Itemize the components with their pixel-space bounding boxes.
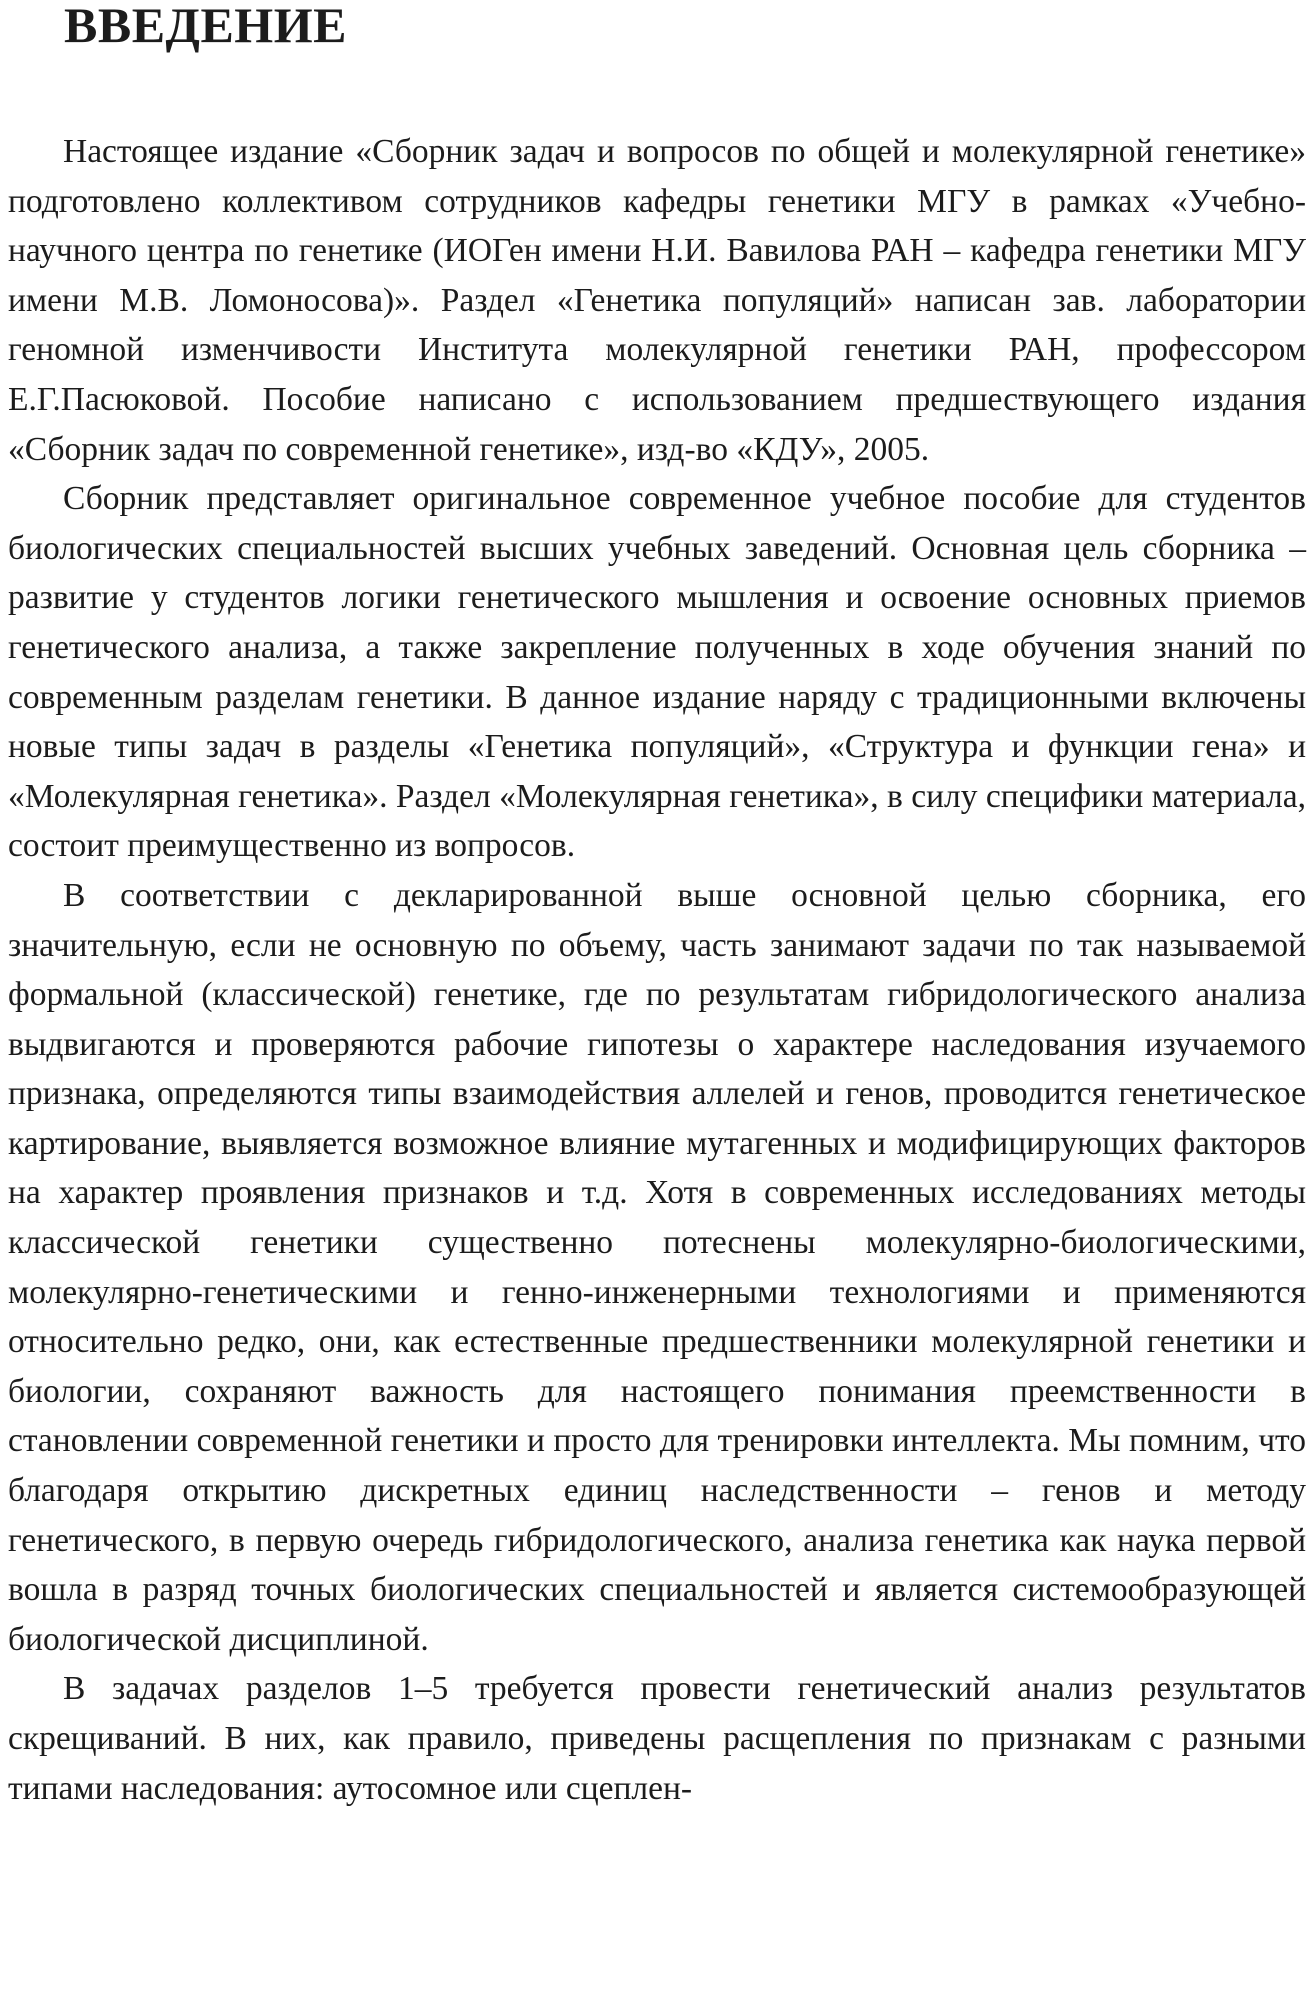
- paragraph-2: Сборник представляет оригинальное современное учебное пособие для студентов биологических специальностей высших учебных заведений. Основная цель сборника – развитие у студентов логики генетического мышления и освоение основных приемов генетического анализа, а также закрепление полученных в ходе обучения знаний по современным разделам генетики. В данное издание наряду с традиционными включены новые типы задач в разделы «Генетика популяций», «Структура и функции гена» и «Молекулярная генетика». Раздел «Молекулярная генетика», в силу специфики материала, состоит преимущественно из вопросов.: [8, 480, 1306, 865]
- document-page: [8, 0, 1306, 1813]
- page-title: ВВЕДЕНИЕ: [64, 0, 347, 53]
- paragraph-1: Настоящее издание «Сборник задач и вопросов по общей и молекулярной генетике» подготовлено коллективом сотрудников кафедры генетики МГУ в рамках «Учебно-научного центра по генетике (ИОГен имени Н.И. Вавилова РАН – кафедра генетики МГУ имени М.В. Ломоносова)». Раздел «Генетика популяций» написан зав. лаборатории геномной изменчивости Института молекулярной генетики РАН, профессором Е.Г.Пасюковой. Пособие написано с использованием предшествующего издания «Сборник задач по современной генетике», изд-во «КДУ», 2005.: [8, 133, 1306, 468]
- paragraph-4: В задачах разделов 1–5 требуется провести генетический анализ результатов скрещиваний. В них, как правило, приведены расщепления по признакам с разными типами наследования: аутосомное или сцеплен-: [8, 1670, 1306, 1807]
- paragraph-3: В соответствии с декларированной выше основной целью сборника, его значительную, если не основную по объему, часть занимают задачи по так называемой формальной (классической) генетике, где по результатам гибридологического анализа выдвигаются и проверяются рабочие гипотезы о характере наследования изучаемого признака, определяются типы взаимодействия аллелей и генов, проводится генетическое картирование, выявляется возможное влияние мутагенных и модифицирующих факторов на характер проявления признаков и т.д. Хотя в современных исследованиях методы классической генетики существенно потеснены молекулярно-биологическими, молекулярно-генетическими и генно-инженерными технологиями и применяются относительно редко, они, как естественные предшественники молекулярной генетики и биологии, сохраняют важность для настоящего понимания преемственности в становлении современной генетики и просто для тренировки интеллекта. Мы помним, что благодаря открытию дискретных единиц наследственности – генов и методу генетического, в первую очередь гибридологического, анализа генетика как наука первой вошла в разряд точных биологических специальностей и является системообразующей биологической дисциплиной.: [8, 876, 1306, 1658]
- body-text: [8, 127, 1306, 1813]
